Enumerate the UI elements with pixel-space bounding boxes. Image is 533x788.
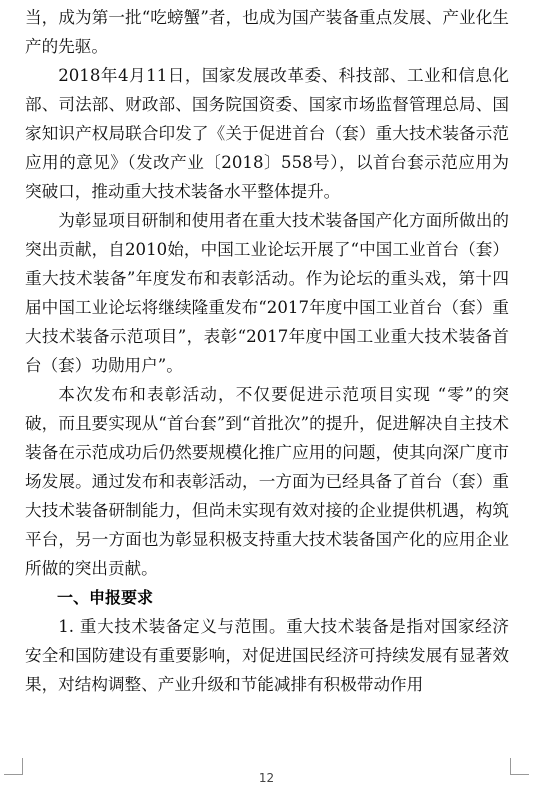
paragraph: 当，成为第一批“吃螃蟹”者，也成为国产装备重点发展、产业化生产的先驱。 (25, 8, 509, 56)
document-body (25, 3, 509, 699)
page-number: 12 (258, 771, 275, 785)
paragraph: 本次发布和表彰活动，不仅要促进示范项目实现 “零”的突破，而且要实现从“首台套”到“首批次”的提升，促进解决自主技术装备在示范成功后仍然要规模化推广应用的问题，使其向深广度市场发展。通过发布和表彰活动，一方面为已经具备了首台（套）重大技术装备研制能力，但尚未实现有效对接的企业提供机遇，构筑平台，另一方面也为彰显积极支持重大技术装备国产化的应用企业所做的突出贡献。 (25, 385, 509, 578)
paragraph: 2018年4月11日，国家发展改革委、科技部、工业和信息化部、司法部、财政部、国务院国资委、国家市场监督管理总局、国家知识产权局联合印发了《关于促进首台（套）重大技术装备示范应用的意见》（发改产业〔2018〕558号），以首台套示范应用为突破口，推动重大技术装备水平整体提升。 (25, 66, 509, 201)
paragraph: 1. 重大技术装备定义与范围。重大技术装备是指对国家经济安全和国防建设有重要影响，对促进国民经济可持续发展有显著效果，对结构调整、产业升级和节能减排有积极带动作用 (25, 617, 509, 694)
section-heading: 一、申报要求 (57, 588, 154, 607)
paragraph: 为彰显项目研制和使用者在重大技术装备国产化方面所做出的突出贡献，自2010始，中国工业论坛开展了“中国工业首台（套）重大技术装备”年度发布和表彰活动。作为论坛的重头戏，第十四届中国工业论坛将继续隆重发布“2017年度中国工业首台（套）重大技术装备示范项目”，表彰“2017年度中国工业重大技术装备首台（套）功勋用户”。 (25, 211, 509, 375)
